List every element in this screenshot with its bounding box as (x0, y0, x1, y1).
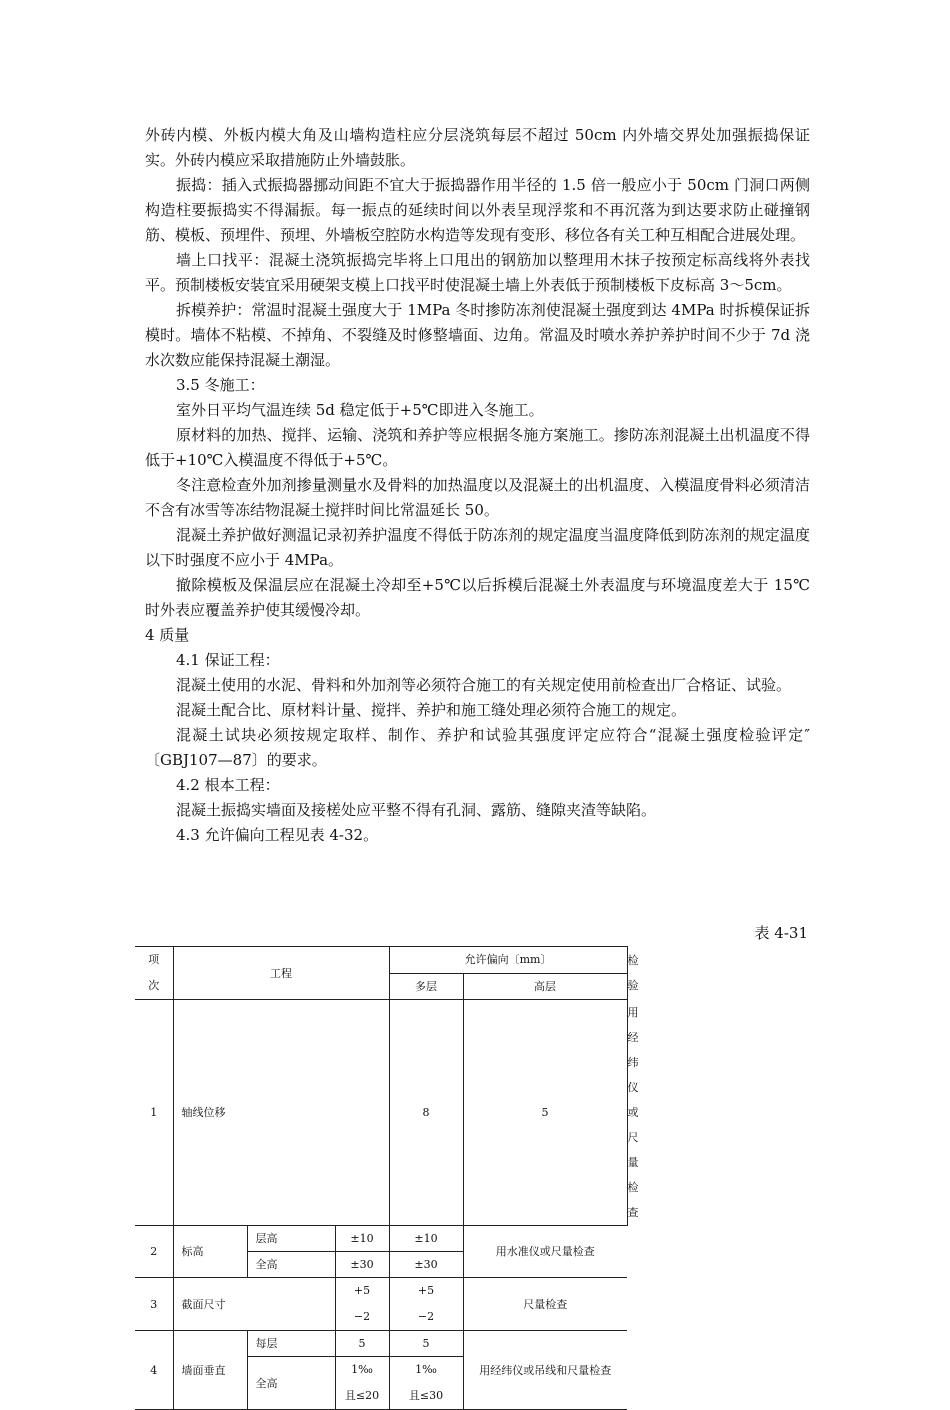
paragraph: 原材料的加热、搅拌、运输、浇筑和养护等应根据冬施方案施工。掺防冻剂混凝土出机温度不得低于+10℃入模温度不得低于+5℃。 (145, 426, 810, 469)
paragraph: 振捣：插入式振捣器挪动间距不宜大于振捣器作用半径的 1.5 倍一般应小于 50cm 门洞口两侧构造柱要振捣实不得漏振。每一振点的延续时间以外表呈现浮浆和不再沉落为到达要求防止碰撞钢筋、模板、预埋件、预埋、外墙板空腔防水构造等发现有变形、移位各有关工种互相配合进展处理。 (145, 176, 810, 244)
row-item: 截面尺寸 (173, 1278, 335, 1331)
row-item: 标高 (173, 1226, 247, 1278)
row-high: 5 (389, 1331, 463, 1357)
row-subitem: 层高 (247, 1226, 335, 1252)
row-multi: 1‰ 且≤20 (335, 1357, 389, 1410)
paragraph: 混凝土振捣实墙面及接槎处应平整不得有孔洞、露筋、缝隙夹渣等缺陷。 (176, 801, 657, 819)
row-no: 4 (135, 1331, 173, 1410)
table-row (135, 1226, 627, 1252)
paragraph: 混凝土试块必须按规定取样、制作、养护和试验其强度评定应符合“混凝土强度检验评定″〔GBJ107—87〕的要求。 (145, 726, 810, 769)
section-heading: 4.3 允许偏向工程见表 4-32。 (176, 826, 379, 844)
paragraph: 混凝土养护做好测温记录初养护温度不得低于防冻剂的规定温度当温度降低到防冻剂的规定温度以下时强度不应小于 4MPa。 (145, 526, 810, 569)
section-heading: 4.1 保证工程： (176, 651, 280, 669)
row-subitem: 全高 (247, 1357, 335, 1410)
header-high-rise: 高层 (463, 973, 627, 1000)
row-method: 用水准仪或尺量检查 (463, 1226, 627, 1278)
body-text (145, 123, 810, 848)
row-subitem: 全高 (247, 1252, 335, 1278)
row-multi: ±10 (335, 1226, 389, 1252)
row-high: ±30 (389, 1252, 463, 1278)
paragraph: 混凝土使用的水泥、骨料和外加剂等必须符合施工的有关规定使用前检查出厂合格证、试验。 (176, 676, 792, 694)
row-multi: 5 (335, 1331, 389, 1357)
row-high: 1‰ 且≤30 (389, 1357, 463, 1410)
row-high: 5 (463, 1000, 627, 1226)
table-header-row: 项 次 工程 允许偏向〔mm〕 检验 (135, 947, 627, 974)
row-subitem: 每层 (247, 1331, 335, 1357)
paragraph: 室外日平均气温连续 5d 稳定低于+5℃即进入冬施工。 (176, 401, 544, 419)
row-multi: ±30 (335, 1252, 389, 1278)
paragraph: 混凝土配合比、原材料计量、搅拌、养护和施工缝处理必须符合施工的规定。 (176, 701, 687, 719)
row-high: +5 −2 (389, 1278, 463, 1331)
deviation-table (135, 946, 639, 1410)
row-method: 用经纬仪或吊线和尺量检查 (463, 1331, 627, 1410)
header-item: 工程 (173, 947, 389, 1000)
table-row (135, 1278, 627, 1331)
chapter-heading: 4 质量 (145, 626, 190, 644)
row-multi: +5 −2 (335, 1278, 389, 1331)
row-no: 1 (135, 1000, 173, 1226)
table-caption: 表 4-31 (754, 924, 808, 942)
table-row: 1 轴线位移 8 5 用经纬仪或尺量检查 (135, 1000, 627, 1226)
header-multi-storey: 多层 (389, 973, 463, 1000)
row-no: 2 (135, 1226, 173, 1278)
paragraph: 外砖内模、外板内模大角及山墙构造柱应分层浇筑每层不超过 50cm 内外墙交界处加强振捣保证实。外砖内模应采取措施防止外墙鼓胀。 (145, 126, 810, 169)
row-item: 轴线位移 (173, 1000, 389, 1226)
section-heading: 4.2 根本工程： (176, 776, 280, 794)
paragraph: 拆模养护：常温时混凝土强度大于 1MPa 冬时掺防冻剂使混凝土强度到达 4MPa 时拆模保证拆模时。墙体不粘模、不掉角、不裂缝及时修整墙面、边角。常温及时喷水养护养护时间不少于 7d 浇水次数应能保持混凝土潮湿。 (145, 301, 810, 369)
paragraph: 墙上口找平：混凝土浇筑振捣完毕将上口甩出的钢筋加以整理用木抹子按预定标高线将外表找平。预制楼板安装宜采用硬架支模上口找平时使混凝土墙上外表低于预制楼板下皮标高 3～5cm。 (145, 251, 810, 294)
header-allowed-deviation: 允许偏向〔mm〕 (389, 947, 627, 974)
section-heading: 3.5 冬施工： (176, 376, 265, 394)
row-method: 尺量检查 (463, 1278, 627, 1331)
row-item: 墙面垂直 (173, 1331, 247, 1410)
row-no: 3 (135, 1278, 173, 1331)
row-multi: 8 (389, 1000, 463, 1226)
paragraph: 冬注意检查外加剂掺量测量水及骨料的加热温度以及混凝土的出机温度、入模温度骨料必须清洁不含有冰雪等冻结物混凝土搅拌时间比常温延长 50。 (145, 476, 810, 519)
header-no: 项 次 (135, 947, 173, 1000)
paragraph: 撤除模板及保温层应在混凝土冷却至+5℃以后拆模后混凝土外表温度与环境温度差大于 15℃时外表应覆盖养护使其缓慢冷却。 (145, 576, 810, 619)
row-high: ±10 (389, 1226, 463, 1252)
